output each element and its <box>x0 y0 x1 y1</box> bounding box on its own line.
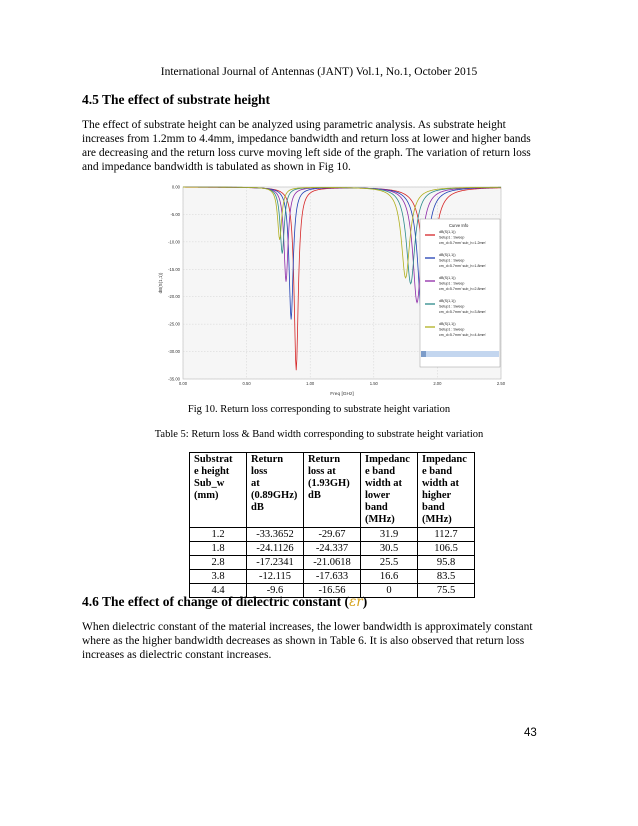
table-cell: 1.2 <box>190 528 247 542</box>
section-title-dielectric-constant: 4.6 The effect of change of dielectric constant (εr) <box>82 594 368 610</box>
y-tick-label: -15.00 <box>168 266 180 272</box>
page-number: 43 <box>524 727 537 739</box>
y-tick-label: -30.00 <box>168 349 180 355</box>
x-axis-label: Freq [GHz] <box>330 392 354 397</box>
table-cell: 95.8 <box>418 556 475 570</box>
x-tick-label: 2.50 <box>496 381 506 386</box>
paragraph-line: When dielectric constant of the material increases, the lower bandwidth is approximately constant <box>82 621 533 633</box>
y-tick-label: -35.00 <box>168 376 180 382</box>
table-cell: -16.56 <box>304 584 361 598</box>
legend-entry-text: cm_d=5.7mm' sub_h=2.8mm' <box>439 287 487 291</box>
x-tick-label: 0.50 <box>242 381 251 386</box>
table-header-row <box>190 453 475 528</box>
table-cell: 4.4 <box>190 584 247 598</box>
table-cell: -24.337 <box>304 542 361 556</box>
table-cell: 106.5 <box>418 542 475 556</box>
paragraph-line: increases as dielectric constant increases. <box>82 649 272 661</box>
y-tick-label: -25.00 <box>168 321 180 327</box>
legend-entry-text: dB(S(1,1)) <box>439 322 456 326</box>
legend-entry-text: cm_d=5.7mm' sub_h=1.2mm' <box>439 241 487 245</box>
legend-entry-text: cm_d=5.7mm' sub_h=4.4mm' <box>439 333 487 337</box>
y-tick-label: -20.00 <box>168 294 180 300</box>
table-cell: -24.1126 <box>247 542 304 556</box>
table-cell: -17.633 <box>304 570 361 584</box>
legend-entry-text: dB(S(1,1)) <box>439 230 456 234</box>
y-tick-label: 0.00 <box>171 184 180 190</box>
journal-header: International Journal of Antennas (JANT) Vol.1, No.1, October 2015 <box>160 66 478 78</box>
legend-scrollbar[interactable] <box>421 351 499 357</box>
table-cell: 1.8 <box>190 542 247 556</box>
x-tick-label: 1.50 <box>369 381 378 386</box>
table-cell: -33.3652 <box>247 528 304 542</box>
legend-scroll-thumb[interactable] <box>421 351 426 357</box>
paragraph-line: where as the higher bandwidth decreases as shown in Table 6. It is also observed that return loss <box>82 635 525 647</box>
legend-entry-text: dB(S(1,1)) <box>439 253 456 257</box>
table-row <box>190 556 475 570</box>
table-cell: 112.7 <box>418 528 475 542</box>
table-cell: -17.2341 <box>247 556 304 570</box>
paragraph-line: and impedance bandwidth is tabulated as shown in Fig 10. <box>82 161 351 173</box>
figure-caption: Fig 10. Return loss corresponding to substrate height variation <box>187 404 451 415</box>
paragraph-substrate-height <box>82 118 558 174</box>
table-cell: 3.8 <box>190 570 247 584</box>
legend-entry-text: Setup1 : Sweep <box>439 281 465 286</box>
header-substrate-height: Substrat e height Sub_w (mm) <box>190 453 247 528</box>
legend-entry-text: Setup1 : Sweep <box>439 258 465 263</box>
legend-title: Curve Info <box>449 223 469 228</box>
paragraph-dielectric-constant <box>82 620 558 662</box>
curve-info-legend <box>420 219 500 367</box>
table-cell: -9.6 <box>247 584 304 598</box>
x-tick-label: 2.00 <box>433 381 442 386</box>
legend-entry-text: dB(S(1,1)) <box>439 299 456 303</box>
table-caption: Table 5: Return loss & Band width corresponding to substrate height variation <box>154 429 484 440</box>
legend-entry-text: cm_d=5.7mm' sub_h=1.8mm' <box>439 264 487 268</box>
y-tick-label: -10.00 <box>168 239 180 245</box>
header-return-loss-higher: Return loss at (1.93GH) dB <box>304 453 361 528</box>
table-cell: -29.67 <box>304 528 361 542</box>
table-cell: 0 <box>361 584 418 598</box>
legend-entry-text: Setup1 : Sweep <box>439 235 465 240</box>
table-cell: 30.5 <box>361 542 418 556</box>
section-title-substrate-height: 4.5 The effect of substrate height <box>82 92 270 107</box>
legend-entry-text: Setup1 : Sweep <box>439 304 465 309</box>
x-tick-label: 1.00 <box>306 381 315 386</box>
table-row <box>190 528 475 542</box>
legend-entry-text: Setup1 : Sweep <box>439 327 465 332</box>
substrate-height-table <box>189 452 475 598</box>
y-tick-label: -5.00 <box>170 211 180 217</box>
table-cell: 75.5 <box>418 584 475 598</box>
legend-entry-text: dB(S(1,1)) <box>439 276 456 280</box>
table-row <box>190 570 475 584</box>
legend-entry-text: cm_d=5.7mm' sub_h=3.8mm' <box>439 310 487 314</box>
paragraph-line: are decreasing and the return loss curve moving left side of the graph. The variation of return loss <box>82 147 531 159</box>
return-loss-figure <box>153 182 506 399</box>
epsilon-r-symbol: εr <box>349 594 363 610</box>
table-cell: -21.0618 <box>304 556 361 570</box>
table-cell: 2.8 <box>190 556 247 570</box>
y-axis-label: dB(S(1,1)) <box>158 272 163 294</box>
table-cell: 25.5 <box>361 556 418 570</box>
table-cell: 83.5 <box>418 570 475 584</box>
paragraph-line: The effect of substrate height can be analyzed using parametric analysis. As substrate height <box>82 119 506 131</box>
table-cell: 16.6 <box>361 570 418 584</box>
table-cell: 31.9 <box>361 528 418 542</box>
header-bandwidth-lower: Impedanc e band width at lower band (MHz) <box>361 453 418 528</box>
header-return-loss-lower: Return loss at (0.89GHz) dB <box>247 453 304 528</box>
x-tick-label: 0.00 <box>178 381 188 386</box>
table-row <box>190 542 475 556</box>
paragraph-line: increases from 1.2mm to 4.4mm, impedance bandwidth and return loss at lower and higher bands <box>82 133 531 145</box>
return-loss-chart <box>153 182 506 399</box>
table-cell: -12.115 <box>247 570 304 584</box>
header-bandwidth-higher: Impedanc e band width at higher band (MHz) <box>418 453 475 528</box>
